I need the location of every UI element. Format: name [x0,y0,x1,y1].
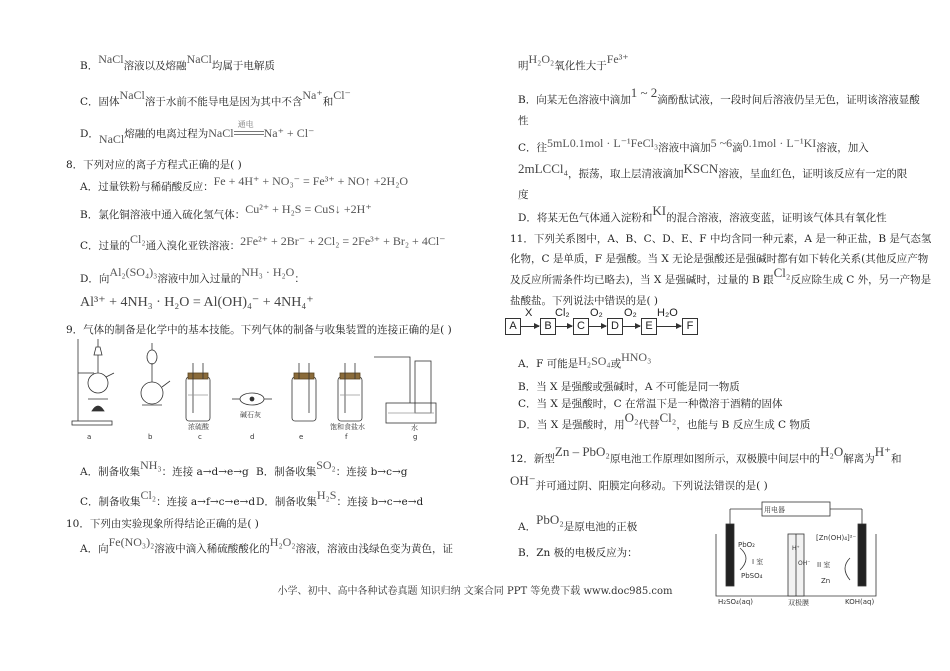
diagram-h-ion-label: H⁺ [792,545,800,552]
q11-option-c: C．当 X 是强酸时，C 在常温下是一种微溶于酒精的固体 [518,398,783,410]
diagram-left-solution-label: H₂SO₄(aq) [718,598,754,606]
page-footer: 小学、初中、高中各种试卷真题 知识归纳 文案合同 PPT 等免费下载 www.doc985.com [277,586,673,597]
q11-option-d: D．当 X 是强酸时，用O₂代替Cl₂，也能与 B 反应生成 C 物质 [518,410,811,431]
apparatus-label-e: e [299,433,304,441]
q8-option-d-equation: Al³⁺ + 4NH₃ · H₂O = Al(OH)₄⁻ + 4NH₄⁺ [80,295,314,310]
q10-option-a-cont: 明H₂O₂氧化性大于Fe³⁺ [518,52,629,72]
q9-option-c: C．制备收集Cl₂：连接 a→f→c→e→d [80,488,256,508]
q7-option-b: B．NaCl溶液以及熔融NaCl均属于电解质 [80,52,275,72]
q11-line1: 11．下列关系图中，A、B、C、D、E、F 中均含同一种元素，A 是一种正盐，B 是气态氢 [510,233,932,245]
q8-stem: 8．下列对应的离子方程式正确的是( ) [66,159,242,171]
q11-line4: 盐酸盐。下列说法中错误的是( ) [510,295,659,307]
flow-label-4: O₂ [624,307,637,319]
flow-node-b: B [540,318,556,335]
flow-label-5: H₂O [657,307,678,319]
q11-option-a: A．F 可能是H₂SO₄或HNO₃ [518,350,652,370]
q11-option-b: B．当 X 是强酸或强碱时，A 不可能是同一物质 [518,381,740,393]
diagram-znoh4-label: [Zn(OH)₄]²⁻ [816,534,857,542]
q7-option-d: D．NaCl熔融的电离过程为NaCl 通电 Na⁺ + Cl⁻ [80,120,315,146]
diagram-oh-ion-label: OH⁻ [798,560,811,567]
q8-option-d: D．向Al₂(SO₄)₃溶液中加入过量的NH₃ · H₂O： [80,265,305,285]
q11-flow-diagram [505,308,705,340]
flow-node-f: F [682,318,698,335]
apparatus-label-d: d [250,433,255,441]
flow-arrow-5 [657,326,681,327]
q9-option-d: D．制备收集H₂S：连接 b→c→e→d [256,488,424,508]
q10-option-b-line2: 性 [518,115,529,127]
q12-line2: OH⁻并可通过阴、阳膜定向移动。下列说法错误的是( ) [510,473,768,492]
diagram-device-label: 用电器 [764,506,785,514]
flow-arrow-1 [521,326,539,327]
flow-arrow-2 [556,326,572,327]
q12-option-a: A．PbO₂是原电池的正极 [518,512,638,533]
diagram-pbo2-label: PbO₂ [738,541,755,549]
flow-arrow-4 [623,326,640,327]
apparatus-note-f: 饱和食盐水 [330,423,365,431]
q9-option-a: A．制备收集NH₃：连接 a→d→e→g [80,458,249,478]
q8-option-b: B．氯化铜溶液中通入硫化氢气体：Cu²⁺ + H₂S = CuS↓ +2H⁺ [80,202,372,221]
q9-option-b: B．制备收集SO₂：连接 b→c→g [256,458,408,478]
q11-line3: 及反应所需条件均已略去)，当 X 是强碱时，过量的 B 跟Cl₂反应除生成 C 外，另一产物是 [510,265,932,286]
q11-line2: 化物，C 是单质，F 是强酸。当 X 无论是强酸还是强碱时都有如下转化关系(其他反应产物 [510,253,929,265]
q8-option-c: C．过量的Cl₂通入溴化亚铁溶液：2Fe²⁺ + 2Br⁻ + 2Cl₂ = 2Fe³⁺ + Br₂ + 4Cl⁻ [80,232,446,252]
q10-option-b: B．向某无色溶液中滴加1 ~ 2滴酚酞试液，一段时间后溶液仍呈无色，证明该溶液显酸 [518,85,920,106]
flow-label-2: Cl₂ [555,307,570,319]
q10-option-c-line3: 度 [518,189,529,201]
q10-option-a: A．向Fe(NO₃)₂溶液中滴入稀硫酸酸化的H₂O₂溶液，溶液由浅绿色变为黄色，证 [80,535,453,555]
flow-arrow-3 [589,326,606,327]
flow-node-c: C [573,318,589,335]
gas-apparatus-figure [70,333,440,445]
q9-stem: 9．气体的制备是化学中的基本技能。下列气体的制备与收集装置的连接正确的是( ) [66,324,452,336]
apparatus-label-g: g [413,433,418,441]
apparatus-label-c: c [198,433,202,441]
apparatus-label-b: b [148,433,153,441]
flow-label-3: O₂ [590,307,603,319]
q7-option-c: C．固体NaCl溶于水前不能导电是因为其中不含Na⁺和Cl⁻ [80,88,351,108]
flow-node-d: D [607,318,623,335]
apparatus-label-f: f [345,433,348,441]
flow-node-a: A [505,318,521,335]
apparatus-label-a: a [87,433,92,441]
diagram-room1-label: I 室 [752,558,764,566]
diagram-pbso4-label: PbSO₄ [741,572,763,580]
flow-label-1: X [525,307,533,319]
diagram-room2-label: II 室 [817,561,831,569]
q8-option-a: A．过量铁粉与稀硝酸反应：Fe + 4H⁺ + NO₃⁻ = Fe³⁺ + NO↑ +2H₂O [80,174,409,193]
flow-node-e: E [641,318,657,335]
diagram-membrane-label: 双极膜 [788,599,809,607]
q10-stem: 10．下列由实验现象所得结论正确的是( ) [66,518,259,530]
apparatus-note-g: 水 [411,424,418,432]
q10-option-c: C．往5mL0.1mol · L⁻¹FeCl₃溶液中滴加5 ~6滴0.1mol · L⁻¹KI溶液，加入 [518,136,869,154]
diagram-right-solution-label: KOH(aq) [845,598,875,606]
electrolysis-arrow: 通电 [234,126,264,135]
diagram-zn-label: Zn [821,577,831,585]
apparatus-note-d: 碱石灰 [240,411,261,419]
q12-option-b: B．Zn 极的电极反应为： [518,547,638,559]
q10-option-d: D．将某无色气体通入淀粉和KI的混合溶液，溶液变蓝，证明该气体具有氧化性 [518,203,887,224]
apparatus-note-c: 浓硫酸 [188,423,209,431]
q10-option-c-line2: 2mLCCl₄，振荡，取上层清液滴加KSCN溶液，呈血红色，证明该反应有一定的限 [518,161,908,180]
q12-line1: 12．新型Zn – PbO₂原电池工作原理如图所示，双极膜中间层中的H₂O解离为H⁺和 [510,444,902,465]
